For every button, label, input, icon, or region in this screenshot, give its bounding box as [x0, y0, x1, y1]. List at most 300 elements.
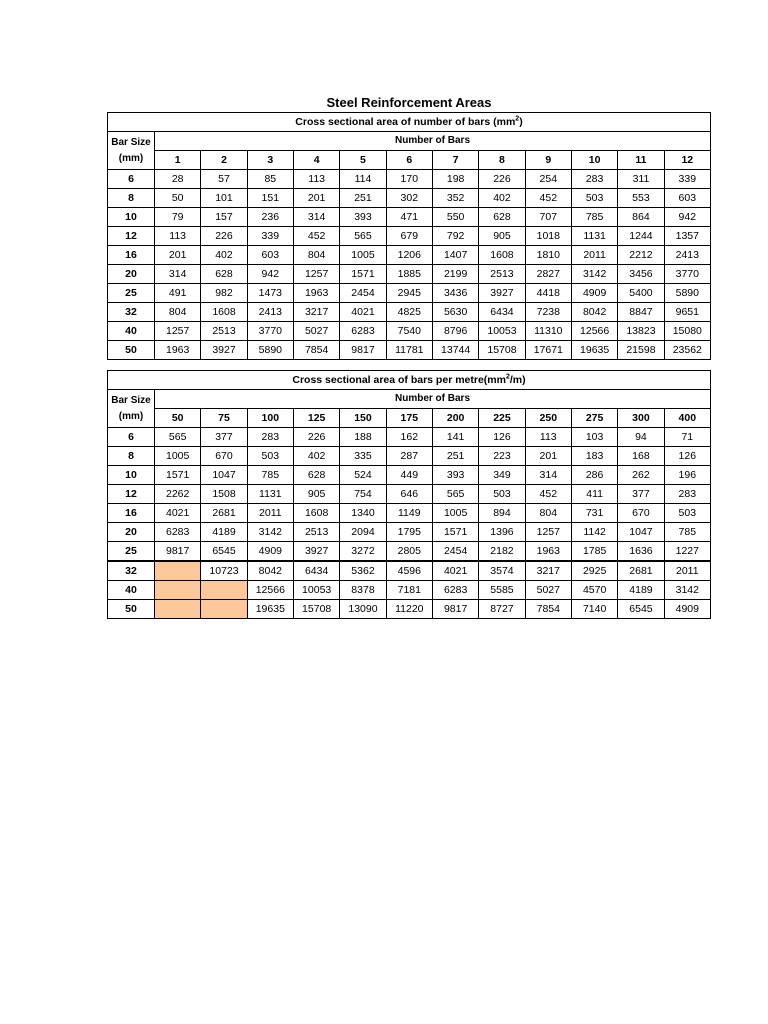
column-header-row: [108, 409, 711, 428]
table-cell: 3770: [247, 322, 293, 341]
bar-size-label: Bar Size: [111, 136, 151, 148]
table-cell: 7181: [386, 581, 432, 600]
table-cell: 12566: [247, 581, 293, 600]
table-cell: 226: [479, 170, 525, 189]
table-cell: 11781: [386, 341, 432, 360]
table-cell: 2454: [340, 284, 386, 303]
table-cell: 2262: [155, 485, 201, 504]
table-cell: 402: [201, 246, 247, 265]
table-cell: 4570: [571, 581, 617, 600]
row-bar-size: 25: [108, 284, 155, 303]
column-header: 50: [155, 409, 201, 428]
table-cell: 1407: [432, 246, 478, 265]
caption-superscript: 2: [505, 373, 510, 381]
table-cell: 3217: [525, 561, 571, 581]
table-cell: 2212: [618, 246, 664, 265]
table-cell: 352: [432, 189, 478, 208]
table-cell: 670: [201, 447, 247, 466]
table-cell: 101: [201, 189, 247, 208]
column-header: 125: [293, 409, 339, 428]
caption-text: Cross sectional area of number of bars (mm: [295, 116, 516, 128]
column-header: 100: [247, 409, 293, 428]
column-header: 400: [664, 409, 710, 428]
table-cell: 5630: [432, 303, 478, 322]
table-cell: 894: [479, 504, 525, 523]
table-cell: 286: [571, 466, 617, 485]
column-header: 2: [201, 151, 247, 170]
table-cell: 1885: [386, 265, 432, 284]
table-cell: 1005: [155, 447, 201, 466]
table-cell: 4909: [664, 600, 710, 619]
caption-superscript: 2: [515, 115, 520, 123]
table-cell: 4021: [155, 504, 201, 523]
table-cell: 11220: [386, 600, 432, 619]
table-cell: 23562: [664, 341, 710, 360]
column-header: 10: [571, 151, 617, 170]
table-cell: 1571: [432, 523, 478, 542]
table-cell: 7854: [525, 600, 571, 619]
table-cell: 2513: [201, 322, 247, 341]
table-cell: 1608: [293, 504, 339, 523]
column-header: 300: [618, 409, 664, 428]
table-cell: 1608: [479, 246, 525, 265]
table-cell: 503: [664, 504, 710, 523]
table-cell: 1785: [571, 542, 617, 562]
table-cell: 1357: [664, 227, 710, 246]
table-cell: 2945: [386, 284, 432, 303]
table-cell: 201: [155, 246, 201, 265]
table-cell: 113: [293, 170, 339, 189]
row-bar-size: 10: [108, 208, 155, 227]
table-cell: 1244: [618, 227, 664, 246]
header-row: [108, 132, 711, 151]
table-cell: 201: [525, 447, 571, 466]
table-cell: 393: [432, 466, 478, 485]
table-cell: 2011: [664, 561, 710, 581]
table-cell: 1963: [155, 341, 201, 360]
table-cell: 141: [432, 428, 478, 447]
column-header: 150: [340, 409, 386, 428]
table-cell: 157: [201, 208, 247, 227]
column-header: 6: [386, 151, 432, 170]
table-cell: 1005: [340, 246, 386, 265]
row-bar-size: 20: [108, 265, 155, 284]
table-cell: 6434: [293, 561, 339, 581]
table-cell: 302: [386, 189, 432, 208]
table-cell: 2094: [340, 523, 386, 542]
table-cell: 283: [247, 428, 293, 447]
table-cell: 785: [664, 523, 710, 542]
table-cell: 113: [155, 227, 201, 246]
table-cell: 1047: [201, 466, 247, 485]
empty-cell: [155, 581, 201, 600]
table-cell: 1608: [201, 303, 247, 322]
table-row: [108, 303, 711, 322]
table-cell: 2182: [479, 542, 525, 562]
table-cell: 2805: [386, 542, 432, 562]
table-cell: 6283: [155, 523, 201, 542]
bar-size-label: Bar Size: [111, 394, 151, 406]
table-cell: 3927: [201, 341, 247, 360]
table-cell: 57: [201, 170, 247, 189]
empty-cell: [155, 561, 201, 581]
table-cell: 283: [664, 485, 710, 504]
table-cell: 393: [340, 208, 386, 227]
column-header: 200: [432, 409, 478, 428]
table-row: [108, 284, 711, 303]
table-cell: 864: [618, 208, 664, 227]
table-cell: 236: [247, 208, 293, 227]
table-cell: 905: [293, 485, 339, 504]
table-cell: 2925: [571, 561, 617, 581]
table-cell: 5362: [340, 561, 386, 581]
table-cell: 1131: [571, 227, 617, 246]
table-cell: 785: [247, 466, 293, 485]
table-cell: 3770: [664, 265, 710, 284]
table-cell: 21598: [618, 341, 664, 360]
row-bar-size: 16: [108, 504, 155, 523]
table-cell: 198: [432, 170, 478, 189]
table-cell: 3456: [618, 265, 664, 284]
table-cell: 1227: [664, 542, 710, 562]
column-header: 3: [247, 151, 293, 170]
table-cell: 503: [479, 485, 525, 504]
table-cell: 15708: [293, 600, 339, 619]
table-cell: 94: [618, 428, 664, 447]
row-bar-size: 40: [108, 322, 155, 341]
table-cell: 452: [293, 227, 339, 246]
table-cell: 8796: [432, 322, 478, 341]
table-cell: 1142: [571, 523, 617, 542]
bar-area-table: [107, 112, 711, 360]
empty-cell: [201, 581, 247, 600]
table-row: [108, 341, 711, 360]
table-cell: 10053: [479, 322, 525, 341]
table-cell: 196: [664, 466, 710, 485]
bar-size-header: [108, 390, 155, 428]
table-cell: 314: [525, 466, 571, 485]
table-cell: 905: [479, 227, 525, 246]
table-cell: 19635: [247, 600, 293, 619]
table-cell: 628: [293, 466, 339, 485]
bar-size-unit: (mm): [118, 152, 144, 164]
table-cell: 7540: [386, 322, 432, 341]
table-cell: 2513: [293, 523, 339, 542]
table-cell: 13744: [432, 341, 478, 360]
table-cell: 8378: [340, 581, 386, 600]
column-header: 75: [201, 409, 247, 428]
table-row: [108, 170, 711, 189]
table-cell: 565: [432, 485, 478, 504]
row-bar-size: 40: [108, 581, 155, 600]
row-bar-size: 32: [108, 561, 155, 581]
table-cell: 170: [386, 170, 432, 189]
row-bar-size: 12: [108, 485, 155, 504]
table-row: [108, 581, 711, 600]
table-cell: 3217: [293, 303, 339, 322]
row-bar-size: 20: [108, 523, 155, 542]
table-cell: 565: [155, 428, 201, 447]
table-cell: 2681: [618, 561, 664, 581]
table-cell: 3142: [571, 265, 617, 284]
table-cell: 349: [479, 466, 525, 485]
table-cell: 339: [664, 170, 710, 189]
empty-cell: [155, 600, 201, 619]
table-row: [108, 485, 711, 504]
table-cell: 942: [664, 208, 710, 227]
table-cell: 2681: [201, 504, 247, 523]
table-cell: 646: [386, 485, 432, 504]
table-row: [108, 504, 711, 523]
table-cell: 9817: [340, 341, 386, 360]
table-caption: [108, 371, 711, 390]
table-cell: 1005: [432, 504, 478, 523]
header-row: [108, 390, 711, 409]
table-cell: 314: [155, 265, 201, 284]
table-cell: 6545: [618, 600, 664, 619]
table-cell: 1810: [525, 246, 571, 265]
table-row: [108, 447, 711, 466]
table-cell: 1018: [525, 227, 571, 246]
bar-area-per-metre-table: [107, 370, 711, 619]
table-cell: 8847: [618, 303, 664, 322]
table-cell: 183: [571, 447, 617, 466]
table-cell: 1571: [340, 265, 386, 284]
column-header: 9: [525, 151, 571, 170]
table-row: [108, 322, 711, 341]
table-cell: 10723: [201, 561, 247, 581]
table-cell: 3927: [479, 284, 525, 303]
table-cell: 449: [386, 466, 432, 485]
table-cell: 3927: [293, 542, 339, 562]
table-cell: 162: [386, 428, 432, 447]
table-cell: 4909: [571, 284, 617, 303]
table-cell: 804: [293, 246, 339, 265]
table-row: [108, 523, 711, 542]
table-cell: 411: [571, 485, 617, 504]
table-cell: 804: [155, 303, 201, 322]
table-cell: 12566: [571, 322, 617, 341]
table-cell: 1396: [479, 523, 525, 542]
row-bar-size: 50: [108, 341, 155, 360]
table-cell: 491: [155, 284, 201, 303]
table-cell: 4189: [201, 523, 247, 542]
table-cell: 314: [293, 208, 339, 227]
table-cell: 628: [201, 265, 247, 284]
table-row: [108, 561, 711, 581]
table-cell: 628: [479, 208, 525, 227]
table-cell: 1257: [155, 322, 201, 341]
table-cell: 9817: [432, 600, 478, 619]
table-cell: 79: [155, 208, 201, 227]
table-cell: 1473: [247, 284, 293, 303]
table-cell: 251: [340, 189, 386, 208]
table-row: [108, 265, 711, 284]
column-header: 4: [293, 151, 339, 170]
table-cell: 754: [340, 485, 386, 504]
table-cell: 503: [247, 447, 293, 466]
table-cell: 5890: [247, 341, 293, 360]
table-row: [108, 246, 711, 265]
row-bar-size: 25: [108, 542, 155, 562]
table-cell: 1340: [340, 504, 386, 523]
table-cell: 6283: [432, 581, 478, 600]
table-row: [108, 600, 711, 619]
table-cell: 19635: [571, 341, 617, 360]
table-cell: 126: [479, 428, 525, 447]
table-cell: 982: [201, 284, 247, 303]
table-cell: 4825: [386, 303, 432, 322]
row-bar-size: 8: [108, 189, 155, 208]
table-cell: 377: [201, 428, 247, 447]
table-cell: 7238: [525, 303, 571, 322]
table-cell: 7854: [293, 341, 339, 360]
table-cell: 15708: [479, 341, 525, 360]
caption-text: Cross sectional area of bars per metre(mm: [292, 374, 506, 386]
table-cell: 452: [525, 189, 571, 208]
table-cell: 339: [247, 227, 293, 246]
row-bar-size: 16: [108, 246, 155, 265]
table-cell: 2413: [247, 303, 293, 322]
bar-size-header: [108, 132, 155, 170]
table-cell: 114: [340, 170, 386, 189]
table-cell: 103: [571, 428, 617, 447]
table-cell: 28: [155, 170, 201, 189]
column-header: 8: [479, 151, 525, 170]
table-cell: 9817: [155, 542, 201, 562]
column-header: 175: [386, 409, 432, 428]
table-cell: 15080: [664, 322, 710, 341]
table-cell: 1508: [201, 485, 247, 504]
table-cell: 8042: [571, 303, 617, 322]
table-cell: 707: [525, 208, 571, 227]
table-cell: 151: [247, 189, 293, 208]
table-cell: 670: [618, 504, 664, 523]
table-cell: 5400: [618, 284, 664, 303]
table-cell: 311: [618, 170, 664, 189]
caption-row: [108, 113, 711, 132]
table-cell: 251: [432, 447, 478, 466]
row-bar-size: 12: [108, 227, 155, 246]
table-cell: 4021: [432, 561, 478, 581]
caption-row: [108, 371, 711, 390]
table-cell: 503: [571, 189, 617, 208]
table-cell: 7140: [571, 600, 617, 619]
table-cell: 2011: [571, 246, 617, 265]
table-cell: 1795: [386, 523, 432, 542]
table-cell: 550: [432, 208, 478, 227]
table-cell: 13823: [618, 322, 664, 341]
table-cell: 226: [201, 227, 247, 246]
number-of-bars-header: Number of Bars: [155, 390, 711, 409]
table-cell: 85: [247, 170, 293, 189]
table-cell: 287: [386, 447, 432, 466]
table-cell: 1149: [386, 504, 432, 523]
table-cell: 5027: [293, 322, 339, 341]
table-cell: 1963: [293, 284, 339, 303]
column-header: 7: [432, 151, 478, 170]
column-header: 12: [664, 151, 710, 170]
table-cell: 942: [247, 265, 293, 284]
table-cell: 471: [386, 208, 432, 227]
table-cell: 126: [664, 447, 710, 466]
table-cell: 5585: [479, 581, 525, 600]
caption-tail: ): [519, 116, 523, 128]
table-row: [108, 428, 711, 447]
column-header: 250: [525, 409, 571, 428]
row-bar-size: 8: [108, 447, 155, 466]
row-bar-size: 6: [108, 428, 155, 447]
table-cell: 452: [525, 485, 571, 504]
table-cell: 4418: [525, 284, 571, 303]
table-cell: 17671: [525, 341, 571, 360]
number-of-bars-header: Number of Bars: [155, 132, 711, 151]
table-cell: 10053: [293, 581, 339, 600]
table-cell: 1571: [155, 466, 201, 485]
table-cell: 71: [664, 428, 710, 447]
table-cell: 335: [340, 447, 386, 466]
table-cell: 201: [293, 189, 339, 208]
table-cell: 2199: [432, 265, 478, 284]
column-header: 1: [155, 151, 201, 170]
page-title: Steel Reinforcement Areas: [326, 95, 492, 110]
row-bar-size: 10: [108, 466, 155, 485]
table-cell: 4909: [247, 542, 293, 562]
table-cell: 13090: [340, 600, 386, 619]
table-cell: 113: [525, 428, 571, 447]
table-cell: 188: [340, 428, 386, 447]
table-cell: 565: [340, 227, 386, 246]
table-caption: [108, 113, 711, 132]
table-cell: 3272: [340, 542, 386, 562]
table-cell: 603: [247, 246, 293, 265]
table-cell: 3574: [479, 561, 525, 581]
row-bar-size: 50: [108, 600, 155, 619]
table-cell: 8042: [247, 561, 293, 581]
table-cell: 785: [571, 208, 617, 227]
table-cell: 679: [386, 227, 432, 246]
table-cell: 3142: [247, 523, 293, 542]
table-cell: 553: [618, 189, 664, 208]
table-cell: 792: [432, 227, 478, 246]
table-cell: 6283: [340, 322, 386, 341]
table-cell: 1206: [386, 246, 432, 265]
column-header: 5: [340, 151, 386, 170]
table-cell: 2454: [432, 542, 478, 562]
table-cell: 1131: [247, 485, 293, 504]
table-cell: 2827: [525, 265, 571, 284]
table-cell: 804: [525, 504, 571, 523]
table-row: [108, 208, 711, 227]
table-cell: 4021: [340, 303, 386, 322]
column-header-row: [108, 151, 711, 170]
table-cell: 603: [664, 189, 710, 208]
table-cell: 731: [571, 504, 617, 523]
table-cell: 11310: [525, 322, 571, 341]
column-header: 11: [618, 151, 664, 170]
table-cell: 262: [618, 466, 664, 485]
row-bar-size: 6: [108, 170, 155, 189]
table-row: [108, 542, 711, 562]
table-cell: 8727: [479, 600, 525, 619]
table-cell: 6434: [479, 303, 525, 322]
table-cell: 1047: [618, 523, 664, 542]
table-cell: 168: [618, 447, 664, 466]
column-header: 225: [479, 409, 525, 428]
table-cell: 2513: [479, 265, 525, 284]
table-cell: 50: [155, 189, 201, 208]
table-cell: 1963: [525, 542, 571, 562]
